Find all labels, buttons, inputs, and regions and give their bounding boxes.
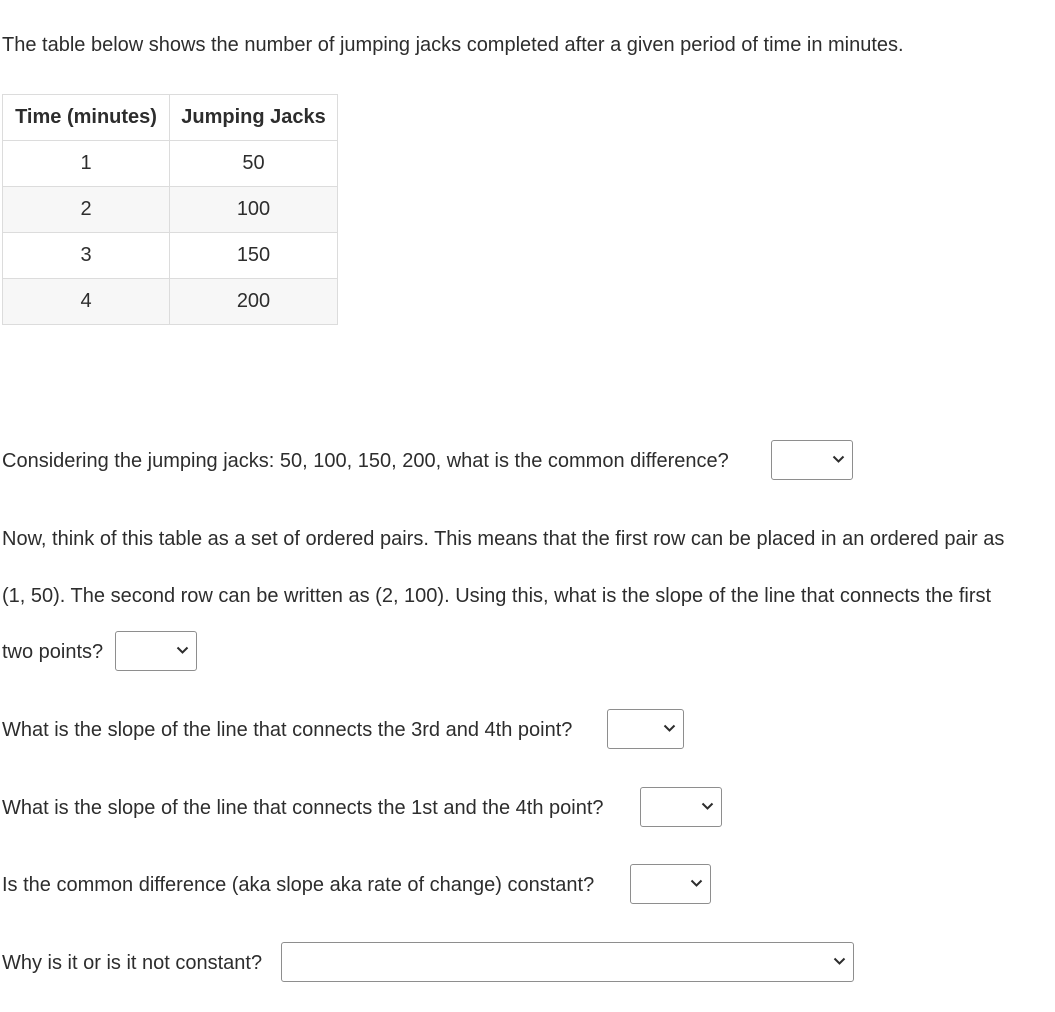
constant-dropdown[interactable] [630, 864, 711, 904]
question-constant: Is the common difference (aka slope aka rate of change) constant? [2, 874, 595, 896]
cell-time: 4 [3, 279, 170, 325]
chevron-down-icon [833, 956, 846, 966]
question-ordered-pairs-line3: two points? [2, 641, 104, 663]
header-time: Time (minutes) [3, 95, 170, 141]
chevron-down-icon [176, 645, 189, 655]
slope-1st-4th-dropdown[interactable] [640, 787, 722, 827]
why-constant-dropdown[interactable] [281, 942, 854, 982]
question-why-constant: Why is it or is it not constant? [2, 952, 263, 974]
table-row [3, 141, 338, 187]
table-row [3, 187, 338, 233]
question-ordered-pairs-line2: (1, 50). The second row can be written as (2, 100). Using this, what is the slope of the line that connects the first [2, 585, 992, 607]
first-two-points-slope-dropdown[interactable] [115, 631, 197, 671]
question-slope-1st-4th: What is the slope of the line that connects the 1st and the 4th point? [2, 797, 604, 819]
jumping-jacks-table [2, 94, 338, 325]
chevron-down-icon [832, 454, 845, 464]
chevron-down-icon [663, 723, 676, 733]
intro-text: The table below shows the number of jumping jacks completed after a given period of time in minutes. [2, 34, 904, 56]
cell-time: 1 [3, 141, 170, 187]
cell-time: 2 [3, 187, 170, 233]
cell-time: 3 [3, 233, 170, 279]
question-ordered-pairs-line1: Now, think of this table as a set of ordered pairs. This means that the first row can be placed in an ordered pair as [2, 528, 1005, 550]
common-difference-dropdown[interactable] [771, 440, 853, 480]
slope-3rd-4th-dropdown[interactable] [607, 709, 684, 749]
question-slope-3rd-4th: What is the slope of the line that connects the 3rd and 4th point? [2, 719, 573, 741]
chevron-down-icon [701, 801, 714, 811]
cell-jacks: 50 [170, 141, 338, 187]
cell-jacks: 100 [170, 187, 338, 233]
table-header-row [3, 95, 338, 141]
cell-jacks: 150 [170, 233, 338, 279]
table-row [3, 279, 338, 325]
table-row [3, 233, 338, 279]
chevron-down-icon [690, 878, 703, 888]
question-common-difference: Considering the jumping jacks: 50, 100, 150, 200, what is the common difference? [2, 450, 729, 472]
header-jumping-jacks: Jumping Jacks [170, 95, 338, 141]
cell-jacks: 200 [170, 279, 338, 325]
